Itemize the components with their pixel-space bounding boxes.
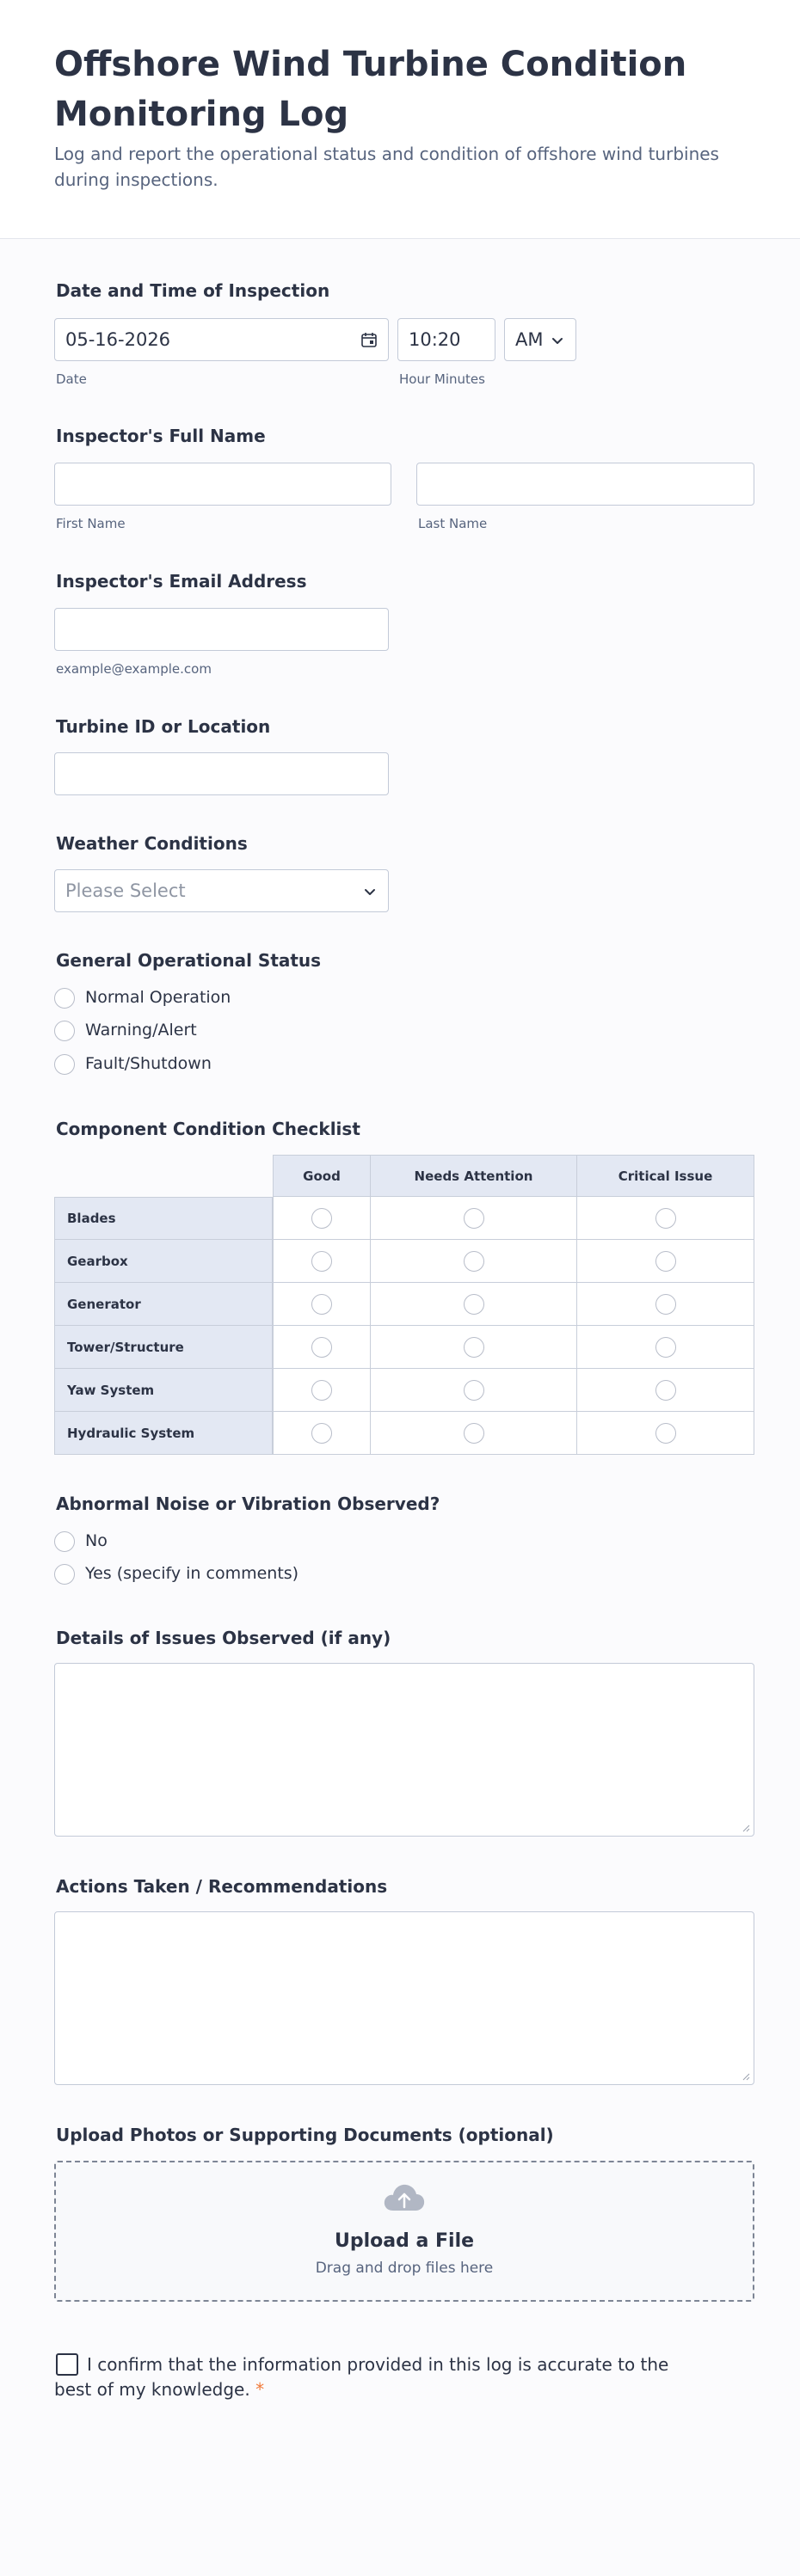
issues-textarea[interactable]	[54, 1663, 754, 1837]
confirm-text[interactable]	[54, 2352, 699, 2402]
matrix-column-header: Critical Issue	[577, 1155, 754, 1197]
matrix-row-label: Blades	[54, 1197, 273, 1240]
matrix-cell	[273, 1412, 371, 1455]
matrix-cell	[273, 1197, 371, 1240]
form-subtitle: Log and report the operational status and condition of offshore wind turbines during inspections.	[54, 144, 719, 190]
status-radio-fault[interactable]	[54, 1054, 75, 1075]
matrix-cell	[371, 1326, 577, 1369]
matrix-column-header: Needs Attention	[371, 1155, 577, 1197]
matrix-radio[interactable]	[311, 1337, 332, 1358]
upload-label: Upload Photos or Supporting Documents (optional)	[56, 2125, 554, 2145]
actions-label: Actions Taken / Recommendations	[56, 1876, 388, 1897]
calendar-icon[interactable]	[360, 331, 378, 348]
matrix-row-label: Yaw System	[54, 1369, 273, 1412]
first-name-sublabel: First Name	[56, 516, 126, 531]
matrix-cell	[577, 1412, 754, 1455]
matrix-radio[interactable]	[464, 1251, 484, 1272]
status-option-label[interactable]: Warning/Alert	[85, 1021, 197, 1040]
turbine-input[interactable]	[54, 752, 389, 795]
component-checklist-table	[54, 1155, 754, 1455]
matrix-radio[interactable]	[464, 1208, 484, 1229]
matrix-radio[interactable]	[655, 1251, 676, 1272]
noise-radio-no[interactable]	[54, 1531, 75, 1552]
noise-label: Abnormal Noise or Vibration Observed?	[56, 1493, 440, 1514]
matrix-cell	[371, 1369, 577, 1412]
matrix-radio[interactable]	[655, 1337, 676, 1358]
matrix-radio[interactable]	[655, 1208, 676, 1229]
status-label: General Operational Status	[56, 950, 322, 971]
confirm-label: I confirm that the information provided in this log is accurate to the best of my knowledge.	[54, 2354, 669, 2400]
matrix-radio[interactable]	[464, 1337, 484, 1358]
matrix-radio[interactable]	[655, 1380, 676, 1401]
checklist-label: Component Condition Checklist	[56, 1119, 360, 1139]
time-value: 10:20	[409, 329, 461, 350]
matrix-radio[interactable]	[311, 1423, 332, 1444]
time-input[interactable]	[397, 318, 495, 361]
matrix-row-label: Hydraulic System	[54, 1412, 273, 1455]
matrix-cell	[371, 1412, 577, 1455]
weather-label: Weather Conditions	[56, 833, 248, 854]
matrix-cell	[273, 1326, 371, 1369]
matrix-radio[interactable]	[464, 1294, 484, 1315]
matrix-radio[interactable]	[655, 1294, 676, 1315]
chevron-down-icon	[362, 884, 378, 899]
matrix-cell	[577, 1283, 754, 1326]
last-name-input[interactable]	[416, 463, 754, 506]
last-name-sublabel: Last Name	[418, 516, 488, 531]
resize-grip-icon[interactable]	[742, 1824, 750, 1832]
matrix-cell	[577, 1240, 754, 1283]
file-upload-dropzone[interactable]	[54, 2161, 754, 2302]
matrix-radio[interactable]	[311, 1294, 332, 1315]
matrix-cell	[577, 1197, 754, 1240]
date-value: 05-16-2026	[65, 329, 171, 350]
upload-title: Upload a File	[334, 2230, 475, 2252]
matrix-row-label: Tower/Structure	[54, 1326, 273, 1369]
email-label: Inspector's Email Address	[56, 571, 307, 592]
datetime-label: Date and Time of Inspection	[56, 280, 330, 301]
time-sublabel: Hour Minutes	[399, 371, 485, 387]
weather-select[interactable]	[54, 869, 389, 912]
status-option-label[interactable]: Normal Operation	[85, 988, 231, 1007]
issues-label: Details of Issues Observed (if any)	[56, 1628, 391, 1648]
noise-option-label[interactable]: No	[85, 1531, 108, 1550]
matrix-column-header: Good	[273, 1155, 371, 1197]
matrix-cell	[273, 1283, 371, 1326]
matrix-radio[interactable]	[311, 1208, 332, 1229]
matrix-cell	[273, 1240, 371, 1283]
matrix-row-label: Generator	[54, 1283, 273, 1326]
actions-textarea[interactable]	[54, 1911, 754, 2085]
matrix-row-label: Gearbox	[54, 1240, 273, 1283]
chevron-down-icon	[550, 333, 565, 348]
ampm-select[interactable]	[504, 318, 576, 361]
status-radio-warning[interactable]	[54, 1021, 75, 1041]
matrix-cell	[577, 1326, 754, 1369]
first-name-input[interactable]	[54, 463, 391, 506]
status-radio-normal[interactable]	[54, 988, 75, 1009]
weather-placeholder: Please Select	[65, 880, 186, 901]
matrix-cell	[273, 1369, 371, 1412]
cloud-upload-icon	[383, 2181, 426, 2214]
ampm-value: AM	[515, 329, 544, 350]
matrix-radio[interactable]	[655, 1423, 676, 1444]
name-label: Inspector's Full Name	[56, 426, 266, 446]
matrix-radio[interactable]	[311, 1251, 332, 1272]
matrix-cell	[371, 1197, 577, 1240]
required-mark: *	[255, 2379, 265, 2400]
resize-grip-icon[interactable]	[742, 2072, 750, 2081]
noise-radio-yes[interactable]	[54, 1564, 75, 1585]
status-option-label[interactable]: Fault/Shutdown	[85, 1054, 212, 1073]
matrix-cell	[577, 1369, 754, 1412]
matrix-radio[interactable]	[464, 1380, 484, 1401]
form-title: Offshore Wind Turbine Condition Monitoring Log	[54, 45, 687, 134]
upload-subtitle: Drag and drop files here	[315, 2260, 494, 2277]
matrix-radio[interactable]	[311, 1380, 332, 1401]
form-header	[0, 0, 800, 239]
matrix-cell	[371, 1240, 577, 1283]
noise-option-label[interactable]: Yes (specify in comments)	[85, 1564, 299, 1583]
date-input[interactable]	[54, 318, 389, 361]
matrix-radio[interactable]	[464, 1423, 484, 1444]
matrix-cell	[371, 1283, 577, 1326]
email-input[interactable]	[54, 608, 389, 651]
date-sublabel: Date	[56, 371, 87, 387]
turbine-label: Turbine ID or Location	[56, 716, 271, 737]
email-sublabel: example@example.com	[56, 661, 212, 677]
